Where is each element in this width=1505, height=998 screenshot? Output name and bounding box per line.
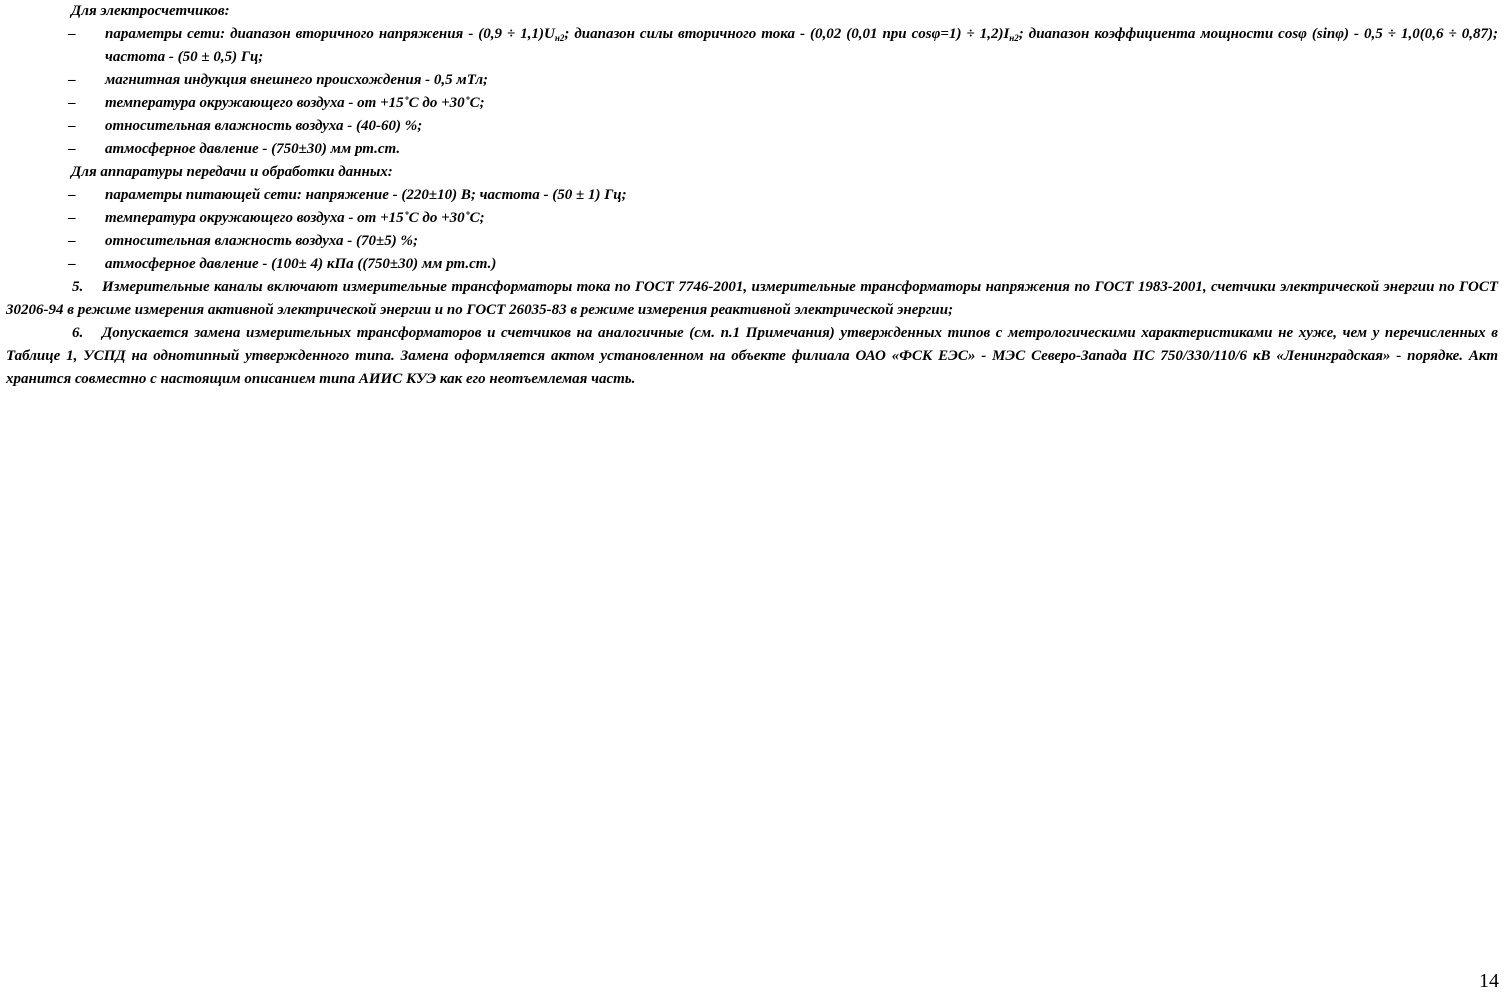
list-dash: –	[68, 141, 76, 157]
network-parameters-text-1: параметры сети: диапазон вторичного напряжения - (0,9 ÷ 1,1)U	[105, 26, 555, 42]
data-equipment-item-temperature	[6, 207, 1498, 230]
list-dash: –	[68, 26, 76, 42]
list-dash: –	[68, 118, 76, 134]
data-equipment-item-power-supply	[6, 184, 1498, 207]
list-item-text: температура окружающего воздуха - от +15˚С до +30˚С;	[105, 210, 485, 226]
meters-item-network-parameters	[6, 23, 1498, 69]
network-parameters-text-2: ; диапазон силы вторичного тока - (0,02 (0,01 при cosφ=1) ÷ 1,2)I	[564, 26, 1010, 42]
subscript-n2: н2	[554, 33, 565, 43]
list-dash: –	[68, 187, 76, 203]
list-item-text: атмосферное давление - (750±30) мм рт.ст.	[105, 141, 401, 157]
data-equipment-item-pressure	[6, 253, 1498, 276]
list-dash: –	[68, 210, 76, 226]
list-item-text: магнитная индукция внешнего происхождения - 0,5 мТл;	[105, 72, 489, 88]
paragraph-text: Допускается замена измерительных трансформаторов и счетчиков на аналогичные (см. п.1 Примечания) утвержденных типов с метрологическими характеристиками не хуже, чем у перечисленных в Таблице 1, УСПД на однотипный утвержденного типа. Замена оформляется актом установленном на объекте филиала ОАО «ФСК ЕЭС» - МЭС Северо-Запада ПС 750/330/110/6 кВ «Ленинградская» - порядке. Акт хранится совместно с настоящим описанием типа АИИС КУЭ как его неотъемлемая часть.	[6, 325, 1498, 387]
paragraph-5	[6, 276, 1498, 322]
list-item-text: температура окружающего воздуха - от +15˚С до +30˚С;	[105, 95, 485, 111]
list-item-text: относительная влажность воздуха - (40-60) %;	[105, 118, 423, 134]
meters-item-pressure	[6, 138, 1498, 161]
data-equipment-heading: Для аппаратуры передачи и обработки данных:	[71, 164, 393, 180]
list-dash: –	[68, 72, 76, 88]
list-item-text: параметры питающей сети: напряжение - (220±10) В; частота - (50 ± 1) Гц;	[105, 187, 627, 203]
page-number: 14	[1479, 970, 1499, 992]
list-dash: –	[68, 95, 76, 111]
document-body	[6, 0, 1498, 391]
list-dash: –	[68, 233, 76, 249]
meters-item-temperature	[6, 92, 1498, 115]
paragraph-text: Измерительные каналы включают измерительные трансформаторы тока по ГОСТ 7746-2001, измерительные трансформаторы напряжения по ГОСТ 1983-2001, счетчики электрической энергии по ГОСТ 30206-94 в режиме измерения активной электрической энергии и по ГОСТ 26035-83 в режиме измерения реактивной электрической энергии;	[6, 279, 1498, 318]
list-item-text: относительная влажность воздуха - (70±5) %;	[105, 233, 418, 249]
meters-heading: Для электросчетчиков:	[71, 3, 230, 19]
paragraph-6	[6, 322, 1498, 391]
data-equipment-item-humidity	[6, 230, 1498, 253]
meters-item-humidity	[6, 115, 1498, 138]
network-parameters-text-3: ; диапазон коэффициента мощности cosφ (sinφ) - 0,5 ÷ 1,0(0,6 ÷ 0,87); частота - (50 ± 0,5) Гц;	[105, 26, 1498, 65]
subscript-n2: н2	[1009, 33, 1019, 43]
list-dash: –	[68, 256, 76, 272]
paragraph-number: 6.	[72, 325, 84, 341]
meters-item-magnetic-induction	[6, 69, 1498, 92]
list-item-text: атмосферное давление - (100± 4) кПа ((750±30) мм рт.ст.)	[105, 256, 497, 272]
paragraph-number: 5.	[72, 279, 84, 295]
